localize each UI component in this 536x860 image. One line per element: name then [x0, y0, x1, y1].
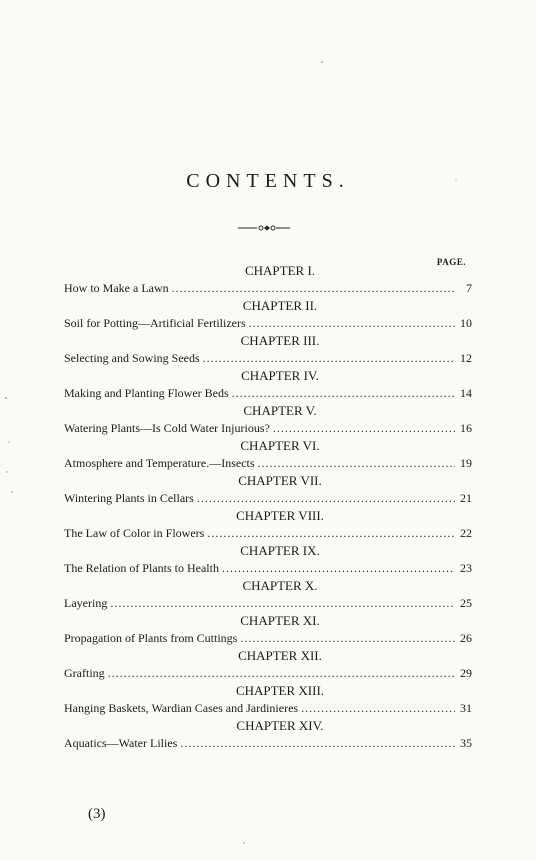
toc-entry-title: Watering Plants—Is Cold Water Injurious?	[64, 421, 270, 435]
page-title: CONTENTS.	[186, 170, 350, 192]
toc-entry-page: 16	[460, 421, 472, 435]
chapter-heading: CHAPTER VI.	[240, 438, 320, 453]
chapter-heading: CHAPTER II.	[242, 298, 318, 313]
toc-entry-page: 10	[460, 316, 472, 330]
dot-leader	[258, 454, 455, 472]
toc-entry-page: 22	[460, 526, 472, 540]
toc-entry	[64, 524, 472, 542]
toc-entry	[64, 629, 472, 647]
toc-entry-title: Hanging Baskets, Wardian Cases and Jardinieres	[64, 701, 299, 715]
dot-leader	[207, 524, 455, 542]
toc-entry-page: 21	[460, 491, 472, 505]
dot-leader	[172, 279, 455, 297]
toc-entry	[64, 489, 472, 507]
toc-entry	[64, 454, 472, 472]
dot-leader	[240, 629, 455, 647]
dot-leader	[232, 384, 455, 402]
toc-entry	[64, 734, 472, 752]
toc-entry-title: The Law of Color in Flowers	[64, 526, 205, 540]
toc-entry-page: 12	[460, 351, 472, 365]
toc-entry	[64, 279, 472, 297]
toc-entry-title: Layering	[64, 596, 108, 610]
chapter-heading: CHAPTER I.	[244, 263, 316, 278]
toc-entry-title: Atmosphere and Temperature.—Insects	[64, 456, 255, 470]
ornament-divider-icon	[236, 224, 292, 232]
chapter-heading: CHAPTER VIII.	[236, 508, 324, 523]
toc-entry-title: How to Make a Lawn	[64, 281, 169, 295]
toc-entry	[64, 699, 472, 717]
chapter-heading: CHAPTER XII.	[238, 648, 322, 663]
toc-entry-page: 14	[460, 386, 472, 400]
dot-leader	[197, 489, 455, 507]
toc-entry-page: 35	[460, 736, 472, 750]
toc-entry-title: Selecting and Sowing Seeds	[64, 351, 200, 365]
page-column-header: PAGE.	[436, 257, 466, 267]
dot-leader	[273, 419, 455, 437]
chapter-heading: CHAPTER XI.	[240, 613, 320, 628]
toc-entry-title: Soil for Potting—Artificial Fertilizers	[64, 316, 246, 330]
dot-leader	[249, 314, 455, 332]
dot-leader	[301, 699, 455, 717]
dot-leader	[222, 559, 455, 577]
toc-entry-title: Propagation of Plants from Cuttings	[64, 631, 238, 645]
table-of-contents	[64, 262, 472, 752]
dot-leader	[180, 734, 455, 752]
chapter-heading: CHAPTER XIV.	[236, 718, 324, 733]
toc-entry	[64, 384, 472, 402]
toc-entry-title: Wintering Plants in Cellars	[64, 491, 194, 505]
toc-entry	[64, 559, 472, 577]
page-folio: (3)	[88, 806, 106, 822]
toc-entry-page: 31	[460, 701, 472, 715]
dot-leader	[110, 594, 455, 612]
toc-entry-page: 25	[460, 596, 472, 610]
toc-entry	[64, 314, 472, 332]
chapter-heading: CHAPTER IV.	[241, 368, 319, 383]
toc-entry-title: Grafting	[64, 666, 105, 680]
dot-leader	[108, 664, 455, 682]
toc-entry-page: 26	[460, 631, 472, 645]
toc-entry	[64, 594, 472, 612]
dot-leader	[203, 349, 455, 367]
toc-entry-title: Making and Planting Flower Beds	[64, 386, 229, 400]
toc-entry-page: 7	[466, 281, 472, 295]
toc-entry-page: 23	[460, 561, 472, 575]
toc-entry	[64, 664, 472, 682]
toc-entry-title: The Relation of Plants to Health	[64, 561, 219, 575]
toc-entry	[64, 419, 472, 437]
chapter-heading: CHAPTER V.	[243, 403, 317, 418]
chapter-heading: CHAPTER IX.	[240, 543, 320, 558]
chapter-heading: CHAPTER VII.	[238, 473, 322, 488]
toc-entry-page: 19	[460, 456, 472, 470]
toc-entry-page: 29	[460, 666, 472, 680]
toc-entry-title: Aquatics—Water Lilies	[64, 736, 178, 750]
chapter-heading: CHAPTER X.	[242, 578, 318, 593]
toc-entry	[64, 349, 472, 367]
chapter-heading: CHAPTER XIII.	[235, 683, 325, 698]
chapter-heading: CHAPTER III.	[240, 333, 320, 348]
